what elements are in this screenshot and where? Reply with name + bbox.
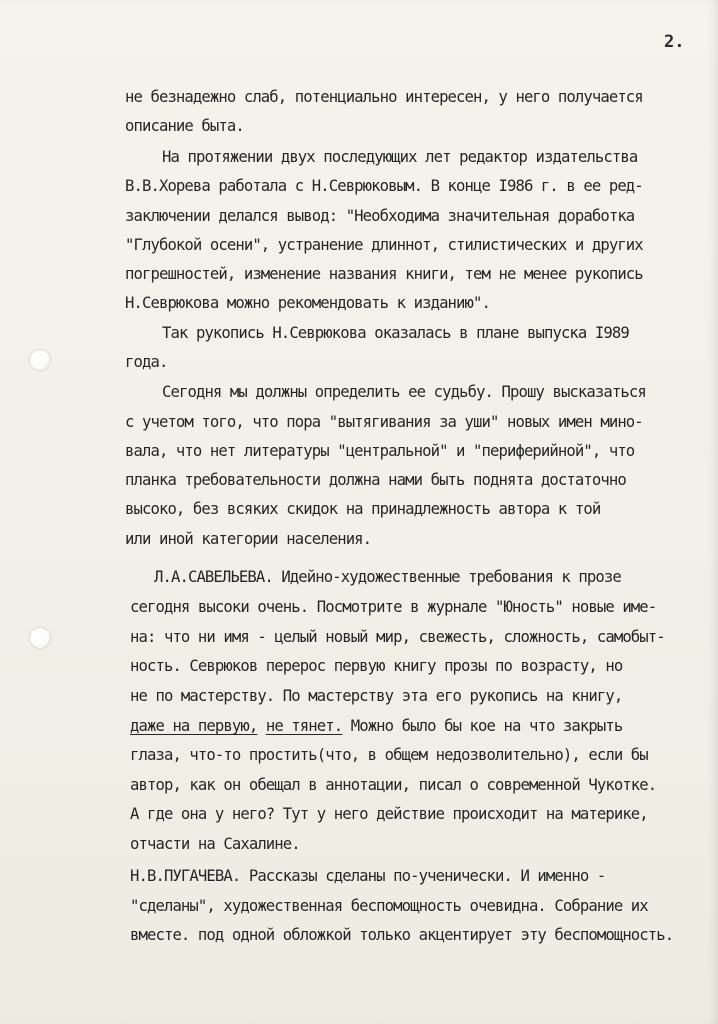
punch-hole-upper [30, 350, 50, 370]
text-line-with-underline [130, 716, 622, 736]
text-line: планка требовательности должна нами быть поднята достаточно [125, 471, 626, 489]
text-line: В.В.Хорева работала с Н.Севрюковым. В конце I986 г. в ее ред- [125, 177, 643, 195]
text-line: погрешностей, изменение названия книги, тем не менее рукопись [125, 265, 643, 283]
text-line: отчасти на Сахалине. [130, 835, 300, 853]
text-line: или иной категории населения. [125, 530, 372, 548]
text-line: А где она у него? Тут у него действие происходит на материке, [130, 805, 648, 823]
underlined-text: не тянет. [265, 717, 343, 735]
underlined-text: даже на первую, [130, 717, 258, 735]
text-line: глаза, что-то простить(что, в общем недозволительно), если бы [130, 746, 648, 764]
text-line: не безнадежно слаб, потенциально интересен, у него получается [125, 88, 643, 106]
text-segment: Можно было бы кое на что закрыть [342, 717, 623, 735]
text-line: "сделаны", художественная беспомощность очевидна. Собрание их [130, 897, 648, 915]
text-line: Л.А.САВЕЛЬЕВА. Идейно-художественные требования к прозе [154, 568, 621, 586]
punch-hole-lower [30, 628, 50, 648]
text-line: автор, как он обещал в аннотации, писал о современной Чукотке. [130, 776, 657, 794]
page-number: 2. [664, 32, 685, 52]
text-line: с учетом того, что пора "вытягивания за уши" новых имен мино- [125, 413, 643, 431]
text-line: года. [125, 353, 168, 371]
text-line: Так рукопись Н.Севрюкова оказалась в плане выпуска I989 [162, 324, 629, 342]
text-line: "Глубокой осени", устранение длиннот, стилистических и других [125, 236, 643, 254]
text-line: заключении делался вывод: "Необходима значительная доработка [125, 207, 635, 225]
text-line: Н.Севрюкова можно рекомендовать к изданию". [125, 294, 490, 312]
text-line: ность. Севрюков перерос первую книгу прозы по возрасту, но [130, 657, 623, 675]
text-line: На протяжении двух последующих лет редактор издательства [162, 148, 638, 166]
text-line: описание быта. [125, 117, 244, 135]
text-line: вала, что нет литературы "центральной" и "периферийной", что [125, 442, 635, 460]
text-line: не по мастерству. По мастерству эта его рукопись на книгу, [130, 687, 623, 705]
text-line: вместе. под одной обложкой только акцентирует эту беспомощность. [130, 926, 674, 944]
text-line: высоко, без всяких скидок на принадлежность автора к той [125, 500, 601, 518]
text-line: на: что ни имя - целый новый мир, свежесть, сложность, самобыт- [130, 628, 665, 646]
text-line: Н.В.ПУГАЧЕВА. Рассказы сделаны по-ученически. И именно - [130, 867, 606, 885]
text-line: сегодня высоки очень. Посмотрите в журнале "Юность" новые име- [130, 598, 657, 616]
text-line: Сегодня мы должны определить ее судьбу. Прошу высказаться [162, 383, 646, 401]
